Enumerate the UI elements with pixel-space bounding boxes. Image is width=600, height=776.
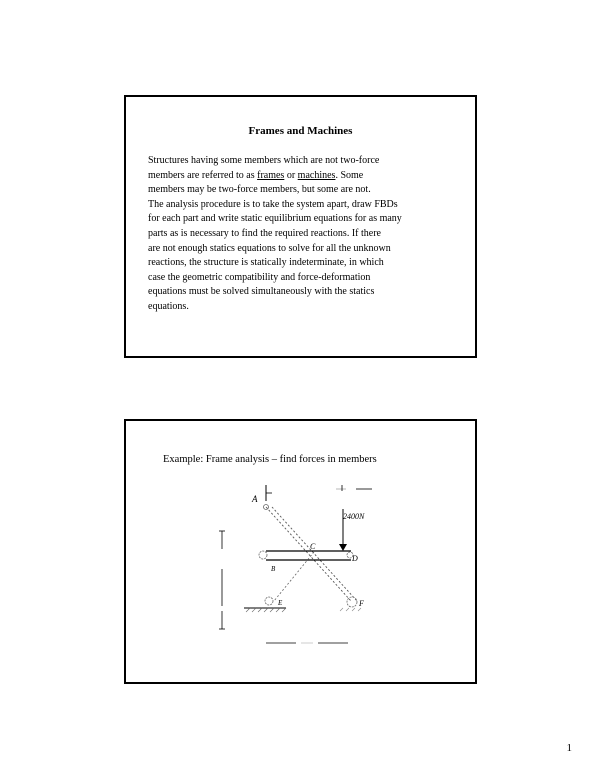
label-c: C	[310, 542, 316, 551]
label-b: B	[271, 565, 276, 573]
member-af	[266, 507, 351, 601]
frame-diagram	[126, 421, 479, 686]
body-line: are not enough statics equations to solve for all the unknown	[148, 242, 391, 254]
slide-body-text	[148, 154, 473, 315]
label-a: A	[252, 494, 258, 504]
ground-hatch-e	[246, 608, 286, 612]
body-line-text: . Some	[335, 169, 364, 181]
body-line: for each part and write static equilibrium equations for as many	[148, 213, 402, 225]
load-label: 2400N	[343, 512, 365, 521]
body-line: members may be two-force members, but some are not.	[148, 184, 371, 196]
body-line: equations.	[148, 300, 189, 312]
label-e: E	[278, 599, 283, 607]
body-line-text: members are referred to as	[148, 169, 258, 181]
member-af	[272, 507, 357, 601]
load-arrowhead	[339, 544, 347, 551]
body-line: case the geometric compatibility and force-deformation	[148, 271, 371, 283]
slide-frame-example	[124, 419, 477, 684]
body-line: equations must be solved simultaneously with the statics	[148, 286, 375, 298]
ground-hatch-f	[340, 608, 361, 611]
pin-b	[259, 551, 267, 559]
slide-frames-and-machines	[124, 95, 477, 358]
body-line-text: or	[284, 169, 298, 181]
page-number: 1	[566, 742, 572, 754]
body-line	[148, 169, 473, 184]
pin-e	[265, 597, 273, 605]
body-line: Structures having some members which are not two-force	[148, 155, 380, 166]
label-d: D	[352, 554, 358, 563]
example-heading: Example: Frame analysis – find forces in members	[163, 454, 377, 465]
pin-f	[347, 597, 357, 607]
body-line: parts as is necessary to find the required reactions. If there	[148, 227, 381, 239]
machines-term: machines	[297, 169, 336, 181]
slide-title: Frames and Machines	[248, 125, 353, 137]
member-ce	[274, 552, 314, 601]
frames-term: frames	[257, 169, 285, 181]
body-line: reactions, the structure is statically indeterminate, in which	[148, 257, 384, 269]
body-line: The analysis procedure is to take the system apart, draw FBDs	[148, 198, 398, 210]
label-f: F	[359, 599, 364, 608]
